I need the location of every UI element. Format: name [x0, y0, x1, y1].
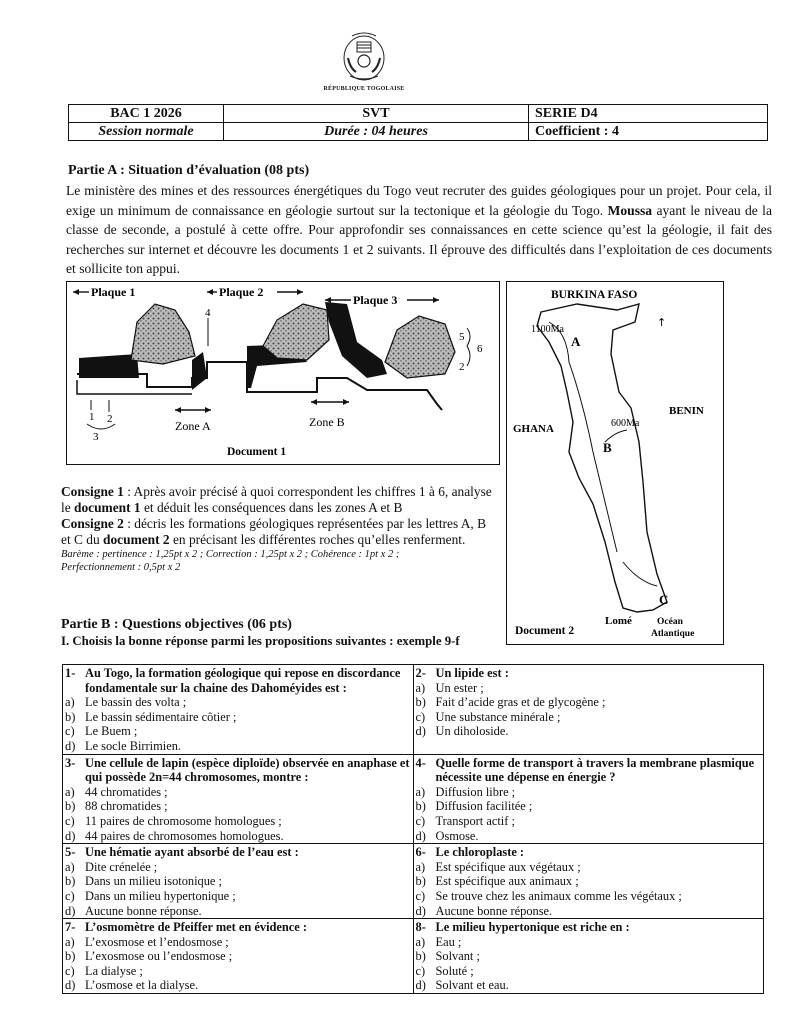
answer-option: [65, 814, 411, 829]
option-text: Un ester ;: [435, 680, 484, 695]
option-text: Aucune bonne réponse.: [435, 903, 553, 918]
mcq-row: [63, 665, 764, 755]
option-text: 44 chromatides ;: [85, 784, 168, 799]
consigne-2: [61, 516, 497, 548]
label-2: 2: [107, 413, 113, 425]
plate-2-label: Plaque 2: [219, 285, 264, 299]
togo-outline: [537, 304, 667, 612]
answer-option: [416, 889, 762, 904]
question-cell: [63, 754, 414, 844]
exam-header-table: [68, 104, 768, 141]
option-letter: c): [65, 724, 75, 739]
option-text: L’osmose et la dialyse.: [85, 978, 199, 993]
answer-option: [65, 785, 411, 800]
answer-option: [65, 889, 411, 904]
question-text: L’osmomètre de Pfeiffer met en évidence :: [85, 920, 308, 935]
answer-option: [65, 935, 411, 950]
option-letter: b): [65, 709, 76, 724]
option-text: Est spécifique aux végétaux ;: [435, 859, 581, 874]
exam-name: BAC 1 2026: [69, 105, 224, 123]
option-letter: d): [65, 978, 76, 993]
consigne-2-label: Consigne 2: [61, 516, 124, 531]
atlantique-label: Atlantique: [651, 629, 695, 639]
option-text: Soluté ;: [435, 963, 474, 978]
zone-b-label: Zone B: [309, 415, 345, 429]
option-text: Fait d’acide gras et de glycogène ;: [435, 695, 606, 710]
question-cell: [63, 665, 414, 755]
answer-option: [65, 739, 411, 754]
question-text: Un lipide est :: [435, 666, 509, 680]
subject: SVT: [224, 105, 529, 123]
mountain-plate-2: [263, 304, 329, 360]
option-text: Le socle Birrimien.: [85, 738, 181, 753]
option-letter: d): [415, 828, 426, 843]
burkina-label: BURKINA FASO: [551, 289, 638, 301]
label-2b: 2: [459, 361, 465, 373]
question-stem: [416, 845, 762, 860]
option-text: Le bassin sédimentaire côtier ;: [85, 709, 237, 724]
ghana-label: GHANA: [513, 423, 554, 435]
question-stem: [416, 666, 762, 681]
option-letter: a): [415, 859, 426, 874]
series: SERIE D4: [529, 105, 768, 123]
option-letter: a): [415, 680, 426, 695]
option-letter: d): [65, 828, 76, 843]
question-number: 4-: [415, 755, 426, 770]
question-stem: [416, 920, 762, 935]
question-text: Une hématie ayant absorbé de l’eau est :: [85, 845, 299, 860]
question-cell: [413, 665, 764, 755]
plate-1-label: Plaque 1: [91, 285, 136, 299]
question-cell: [63, 919, 414, 994]
zone-a-label: Zone A: [175, 419, 211, 433]
question-cell: [413, 844, 764, 919]
answer-option: [65, 860, 411, 875]
option-letter: d): [65, 903, 76, 918]
question-text: Une cellule de lapin (espèce diploïde) observée en anaphase et qui possède 2n=44 chromosomes, montre :: [85, 755, 410, 785]
option-text: La dialyse ;: [85, 963, 143, 978]
question-text: Le chloroplaste :: [435, 845, 525, 860]
option-letter: a): [65, 859, 75, 874]
answer-option: [65, 695, 411, 710]
consigne-2-text-a: : décris les formations géologiques représentées par les lettres A, B et C du: [61, 516, 487, 547]
option-text: Est spécifique aux animaux ;: [435, 874, 579, 889]
document-2-caption: Document 2: [515, 625, 575, 637]
answer-option: [65, 829, 411, 844]
option-letter: c): [65, 813, 75, 828]
answer-option: [416, 904, 762, 919]
question-stem: [416, 756, 762, 785]
option-text: Dite crénelée ;: [85, 859, 158, 874]
option-text: Un diholoside.: [435, 724, 509, 739]
label-4: 4: [205, 307, 211, 319]
session: Session normale: [69, 123, 224, 141]
label-5: 5: [459, 331, 465, 343]
option-letter: c): [415, 709, 426, 724]
option-text: Diffusion libre ;: [435, 784, 516, 799]
zone-a-map-label: A: [571, 334, 581, 349]
label-6: 6: [477, 343, 483, 355]
age-1100-label: 1100Ma: [531, 324, 564, 335]
label-3: 3: [93, 431, 99, 443]
answer-option: [416, 860, 762, 875]
option-letter: d): [415, 903, 426, 918]
mountain-plate-1: [131, 304, 195, 364]
option-letter: a): [65, 695, 75, 710]
question-text: Le milieu hypertonique est riche en :: [435, 920, 630, 935]
answer-option: [416, 799, 762, 814]
benin-label: BENIN: [669, 405, 704, 417]
answer-option: [416, 964, 762, 979]
part-a-title: Partie A : Situation d’évaluation (08 pts): [68, 163, 310, 178]
question-number: 1-: [65, 666, 76, 680]
question-text: Au Togo, la formation géologique qui repose en discordance fondamentale sur la chaine des Dahoméyides est :: [85, 666, 401, 695]
mcq-row: [63, 754, 764, 844]
plate-3-label: Plaque 3: [353, 293, 398, 307]
zone-c-map-label: C: [659, 592, 669, 607]
question-cell: [63, 844, 414, 919]
option-letter: b): [65, 949, 76, 964]
answer-option: [416, 814, 762, 829]
option-letter: c): [65, 888, 75, 903]
question-number: 7-: [65, 920, 76, 935]
option-text: 88 chromatides ;: [85, 799, 168, 814]
consigne-1-doc: document 1: [74, 500, 141, 515]
option-text: Une substance minérale ;: [435, 709, 561, 724]
question-stem: [65, 756, 411, 785]
ocean-label: Océan: [657, 617, 683, 627]
answer-option: [65, 724, 411, 739]
option-letter: c): [65, 963, 75, 978]
option-letter: b): [415, 874, 426, 889]
answer-option: [416, 935, 762, 950]
answer-option: [416, 724, 762, 739]
answer-option: [65, 904, 411, 919]
question-number: 8-: [415, 920, 426, 935]
consigne-2-doc: document 2: [103, 532, 170, 547]
option-text: Aucune bonne réponse.: [85, 903, 202, 918]
north-arrow-icon: ↑: [657, 316, 667, 329]
option-letter: d): [415, 978, 426, 993]
question-number: 2-: [415, 666, 426, 680]
question-text: Quelle forme de transport à travers la membrane plasmique nécessite une dépense en énergie ?: [435, 755, 755, 785]
option-letter: b): [415, 799, 426, 814]
answer-option: [416, 681, 762, 696]
question-stem: [65, 666, 411, 695]
option-text: Le bassin des volta ;: [85, 695, 187, 710]
option-text: 44 paires de chromosomes homologues.: [85, 828, 284, 843]
option-text: Se trouve chez les animaux comme les végétaux ;: [435, 888, 682, 903]
option-letter: a): [415, 934, 426, 949]
question-number: 6-: [415, 845, 426, 860]
option-letter: a): [65, 934, 75, 949]
mountain-plate-3: [385, 316, 455, 378]
intro-name: Moussa: [607, 202, 653, 218]
option-letter: a): [65, 784, 75, 799]
option-letter: b): [415, 949, 426, 964]
option-letter: b): [65, 874, 76, 889]
consigne-1-label: Consigne 1: [61, 484, 124, 499]
part-b-title: Partie B : Questions objectives (06 pts): [61, 617, 292, 632]
option-letter: d): [415, 724, 426, 739]
intro-text-1: Le ministère des mines et des ressources énergétiques du Togo veut recruter des guides géologiques pour un projet. Pour cela, il exige un minimum de connaissance en géologie surtout sur la tectonique et la géologie du Togo.: [66, 183, 772, 218]
republic-label: RÉPUBLIQUE TOGOLAISE: [323, 86, 405, 92]
document-2-togo-map: [506, 281, 724, 645]
answer-option: [416, 829, 762, 844]
option-text: Dans un milieu isotonique ;: [85, 874, 222, 889]
option-text: Osmose.: [435, 828, 479, 843]
answer-option: [416, 978, 762, 993]
answer-option: [416, 949, 762, 964]
question-number: 3-: [65, 755, 76, 770]
option-text: Diffusion facilitée ;: [435, 799, 533, 814]
question-stem: [65, 920, 411, 935]
age-600-label: 600Ma: [611, 418, 640, 429]
question-stem: [65, 845, 411, 860]
option-text: Eau ;: [435, 934, 462, 949]
option-text: L’exosmose et l’endosmose ;: [85, 934, 229, 949]
consigne-2-text-b: en précisant les différentes roches qu’elles renferment.: [169, 532, 466, 547]
answer-option: [65, 799, 411, 814]
answer-option: [416, 710, 762, 725]
mcq-row: [63, 919, 764, 994]
option-text: Solvant ;: [435, 949, 480, 964]
document-1-tectonic-diagram: [66, 281, 500, 465]
option-letter: d): [65, 738, 76, 753]
duration: Durée : 04 heures: [224, 123, 529, 141]
option-text: Le Buem ;: [85, 724, 138, 739]
option-text: Transport actif ;: [435, 813, 515, 828]
mcq-table: [62, 664, 764, 994]
togo-coat-of-arms-emblem: [338, 28, 390, 84]
option-text: Solvant et eau.: [435, 978, 509, 993]
bareme-line-2: Perfectionnement : 0,5pt x 2: [61, 562, 181, 573]
part-b-instruction: I. Choisis la bonne réponse parmi les propositions suivantes : exemple 9-f: [61, 634, 460, 648]
consigne-1: [61, 484, 497, 516]
consignes-block: [61, 484, 497, 574]
answer-option: [65, 710, 411, 725]
question-number: 5-: [65, 845, 76, 860]
situation-paragraph: [66, 181, 772, 279]
zone-b-map-label: B: [603, 440, 612, 455]
option-letter: c): [415, 813, 426, 828]
option-letter: b): [415, 695, 426, 710]
option-letter: a): [415, 784, 426, 799]
consigne-1-text-b: et déduit les conséquences dans les zones A et B: [140, 500, 403, 515]
option-text: Dans un milieu hypertonique ;: [85, 888, 236, 903]
option-text: 11 paires de chromosome homologues ;: [85, 813, 282, 828]
answer-option: [65, 978, 411, 993]
answer-option: [416, 874, 762, 889]
answer-option: [65, 874, 411, 889]
answer-option: [65, 949, 411, 964]
lome-label: Lomé: [605, 615, 632, 627]
document-1-caption: Document 1: [227, 446, 287, 458]
question-cell: [413, 754, 764, 844]
mcq-row: [63, 844, 764, 919]
answer-option: [65, 964, 411, 979]
question-cell: [413, 919, 764, 994]
answer-option: [416, 695, 762, 710]
bareme-line-1: Barème : pertinence : 1,25pt x 2 ; Correction : 1,25pt x 2 ; Cohérence : 1pt x 2 ;: [61, 549, 400, 560]
answer-option: [416, 785, 762, 800]
intro-text-2: ayant le niveau de la classe de seconde, a postulé à cette offre. Pour approfondir ses connaissances en cette science qu’est la géologie, il fait des recherches sur internet et découvre les documents 1 et 2 suivants. Il éprouve des difficultés dans l’exploitation de ces documents et sollicite ton appui.: [66, 202, 772, 276]
label-1: 1: [89, 411, 95, 423]
option-letter: b): [65, 799, 76, 814]
consigne-1-text-a: : Après avoir précisé à quoi correspondent les chiffres 1 à 6, analyse le: [61, 484, 492, 515]
option-letter: c): [415, 888, 426, 903]
coefficient: Coefficient : 4: [529, 123, 768, 141]
option-letter: c): [415, 963, 426, 978]
option-text: L’exosmose ou l’endosmose ;: [85, 949, 233, 964]
